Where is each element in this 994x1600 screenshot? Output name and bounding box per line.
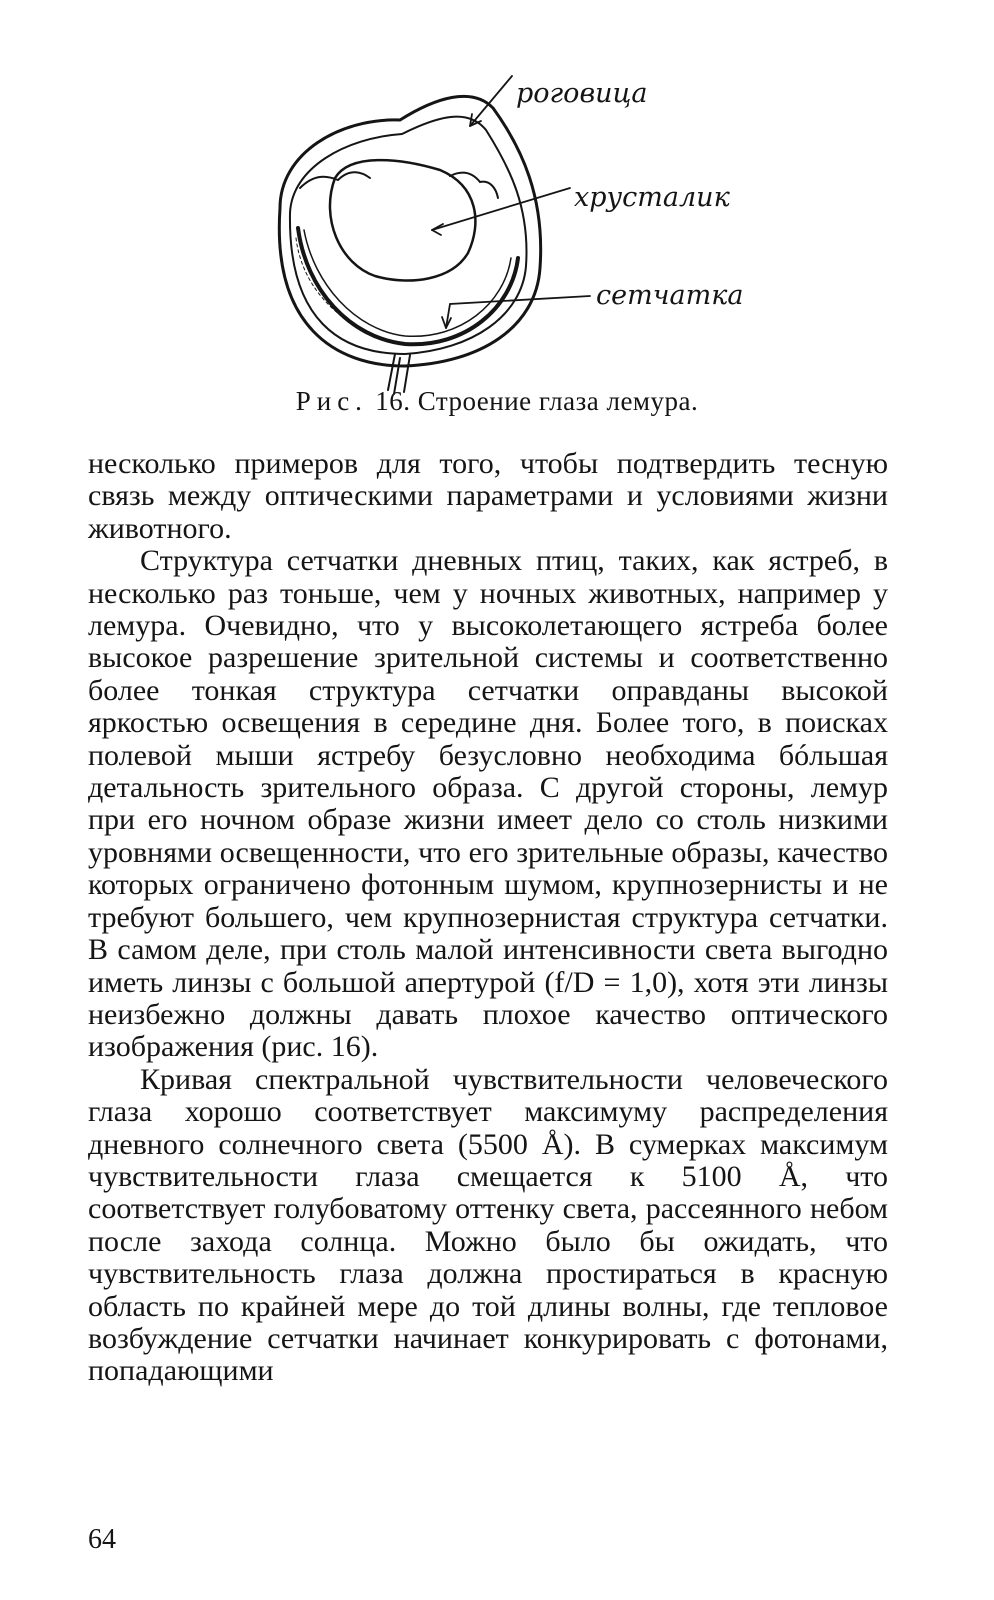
retina-layer xyxy=(298,228,518,344)
eye-outer-wall xyxy=(279,96,540,366)
lens-label: хрусталик xyxy=(574,182,730,213)
paragraph: Структура сетчатки дневных птиц, таких, как ястреб, в несколько раз тоньше, чем у ночных животных, например у лемура. Очевидно, что у высоколетающего ястреба более высокое разрешение зрительной системы и соответственно более тонкая структура сетчатки оправданы высокой яркостью освещения в середине дня. Более того, в поисках полевой мыши ястребу безусловно необходима бóльшая детальность зрительного образа. С другой стороны, лемур при его ночном образе жизни имеет дело со столь низкими уровнями освещенности, что его зрительные образы, качество которых ограничено фотонным шумом, крупнозернисты и не требуют большего, чем крупнозернистая структура сетчатки. В самом деле, при столь малой интенсивности света выгодно иметь линзы с большой апертурой (f/D = 1,0), хотя эти линзы неизбежно должны давать плохое качество оптического изображения (рис. 16). xyxy=(88,544,888,1064)
page-number: 64 xyxy=(88,1524,116,1555)
caption-text: 16. Строение глаза лемура. xyxy=(375,386,699,416)
lens-leader xyxy=(432,188,570,230)
eye-diagram xyxy=(240,58,760,398)
cornea-leader xyxy=(470,76,512,126)
caption-label: Рис. xyxy=(295,386,368,416)
figure-caption xyxy=(0,386,994,417)
body-text xyxy=(88,448,888,1388)
paragraph: несколько примеров для того, чтобы подтвердить тесную связь между оптическими параметрами и условиями жизни животного. xyxy=(88,447,888,545)
lemur-eye-drawing xyxy=(240,58,760,398)
retina-label: сетчатка xyxy=(596,280,744,311)
cornea-label: роговица xyxy=(516,78,648,109)
eye-inner-wall xyxy=(290,117,527,354)
lens xyxy=(330,160,475,280)
paragraph: Кривая спектральной чувствительности человеческого глаза хорошо соответствует максимуму распределения дневного солнечного света (5500 Å). В сумерках максимум чувствительности глаза смещается к 5100 Å, что соответствует голубоватому оттенку света, рассеянного небом после захода солнца. Можно было бы ожидать, что чувствительность глаза должна простираться в красную область по крайней мере до той длины волны, где тепловое возбуждение сетчатки начинает конкурировать с фотонами, попадающими xyxy=(88,1062,888,1388)
